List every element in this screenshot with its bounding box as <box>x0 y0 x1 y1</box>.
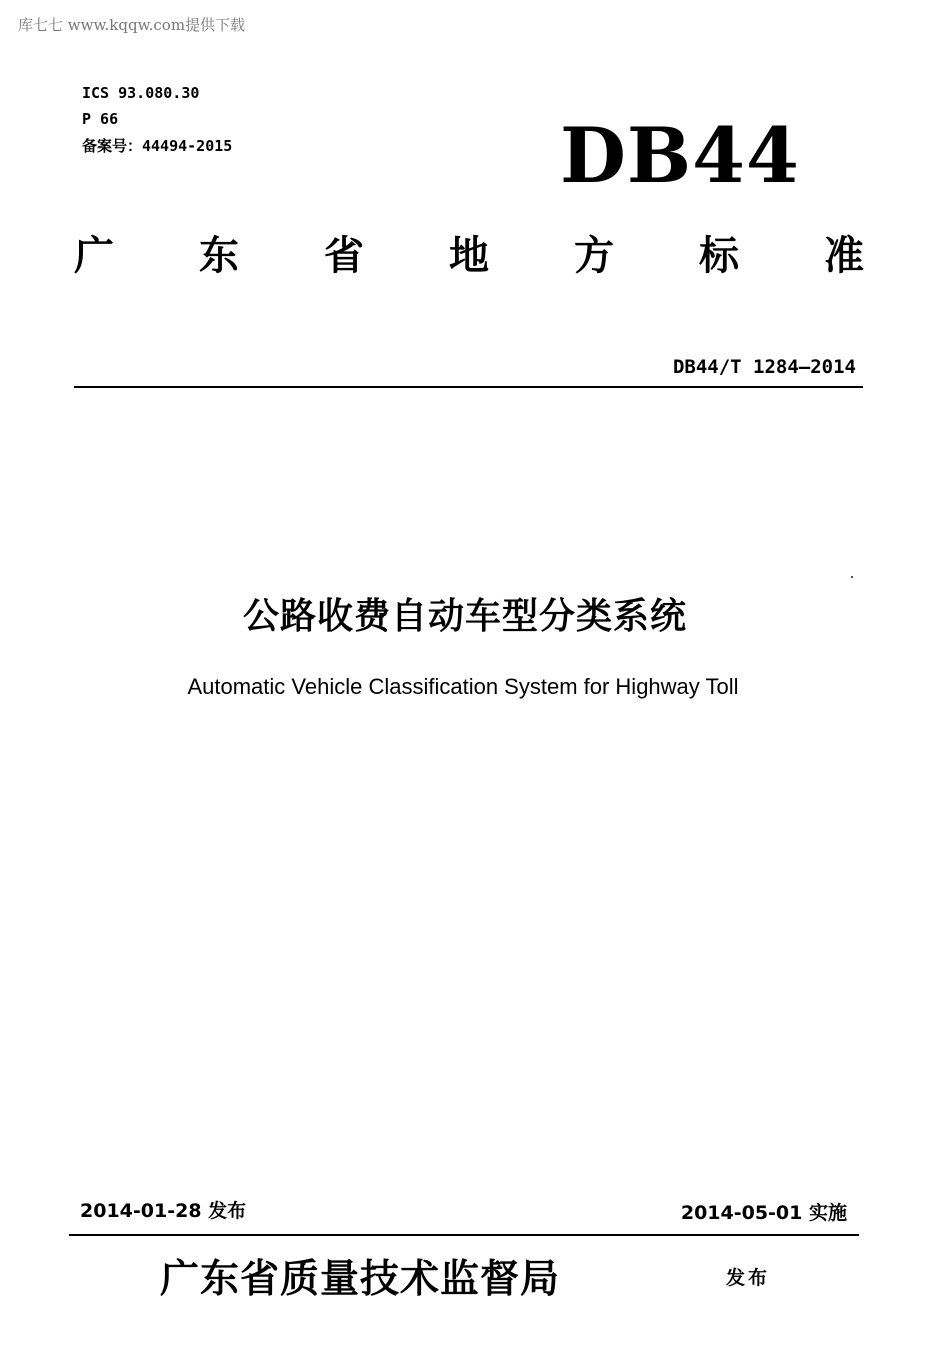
standard-type-char: 广 <box>74 233 114 279</box>
standard-number: DB44/T 1284—2014 <box>672 356 856 378</box>
record-number: 备案号：44494-2015 <box>82 137 233 155</box>
issuer-name: 广东省质量技术监督局 <box>160 1256 561 1302</box>
document-title-en: Automatic Vehicle Classification System for Highway Toll <box>187 674 739 699</box>
standard-type-char: 标 <box>699 233 739 279</box>
issue-label: 发布 <box>726 1267 771 1289</box>
standard-type-char: 地 <box>449 233 489 279</box>
footer-divider <box>69 1234 859 1236</box>
standard-type-heading <box>74 233 864 279</box>
standard-type-char: 省 <box>324 233 364 279</box>
document-title-cn: 公路收费自动车型分类系统 <box>242 596 687 637</box>
db44-logo: DB44 <box>560 111 800 200</box>
scan-speck <box>851 576 853 578</box>
publish-date: 2014-01-28 发布 <box>80 1200 247 1222</box>
ics-code: ICS 93.080.30 <box>82 84 200 102</box>
standard-type-char: 准 <box>824 233 864 279</box>
implement-date: 2014-05-01 实施 <box>680 1202 847 1224</box>
ccs-code: P 66 <box>82 110 119 128</box>
watermark-text: 库七七 www.kqqw.com提供下载 <box>18 16 246 34</box>
standard-type-char: 方 <box>574 233 614 279</box>
header-divider <box>74 386 863 388</box>
standard-type-char: 东 <box>199 233 239 279</box>
